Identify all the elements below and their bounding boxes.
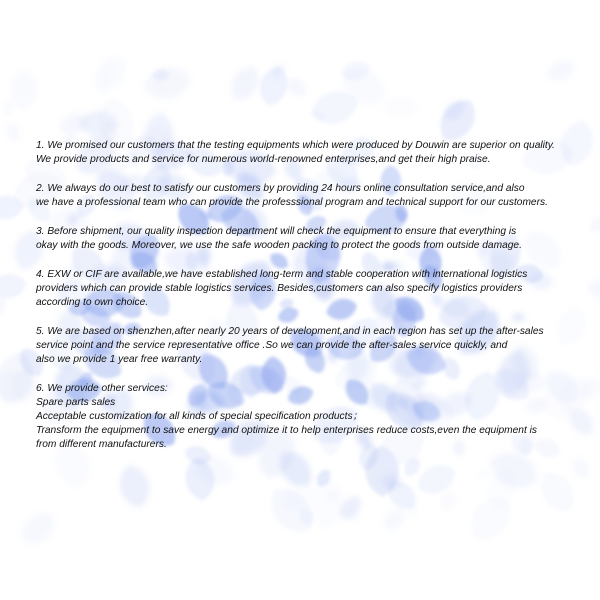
- text-line: according to own choice.: [36, 297, 149, 308]
- text-line: 5. We are based on shenzhen,after nearly 20 years of development,and in each region has set up the after-sales: [36, 326, 544, 337]
- petal-shape: [534, 466, 582, 519]
- text-line: okay with the goods. Moreover, we use the safe wooden packing to protect the goods from outside damage.: [36, 240, 522, 251]
- paragraph-other-services: [36, 382, 588, 452]
- text-line: 3. Before shipment, our quality inspection department will check the equipment to ensure that everything is: [36, 226, 517, 237]
- petal-shape: [10, 70, 38, 111]
- paragraph-after-sales: [36, 325, 588, 367]
- petal-shape: [308, 476, 347, 532]
- petal-shape: [255, 63, 292, 109]
- petal-shape: [115, 461, 154, 511]
- text-line: 4. EXW or CIF are available,we have established long-term and stable cooperation with international logistics: [36, 269, 528, 280]
- petal-shape: [382, 94, 419, 119]
- petal-shape: [15, 506, 62, 551]
- petal-shape: [224, 61, 265, 106]
- text-line: providers which can provide stable logistics services. Besides,customers can also specify logistics providers: [36, 283, 523, 294]
- petal-shape: [543, 55, 579, 86]
- paragraph-support: [36, 182, 588, 210]
- text-line: 2. We always do our best to satisfy our customers by providing 24 hours online consultation service,and also: [36, 183, 525, 194]
- petal-shape: [3, 100, 14, 116]
- document-body: [36, 139, 588, 467]
- petal-shape: [141, 63, 193, 102]
- text-line: from different manufacturers.: [36, 439, 167, 450]
- petal-shape: [586, 213, 600, 236]
- text-line: we have a professional team who can provide the professsional program and technical support for our customers.: [36, 197, 548, 208]
- text-line: 6. We provide other services:: [36, 383, 168, 394]
- petal-shape: [56, 109, 92, 139]
- paragraph-quality: [36, 139, 588, 167]
- text-line: service point and the service representative office .So we can provide the after-sales service quickly, and: [36, 340, 508, 351]
- text-line: also we provide 1 year free warranty.: [36, 354, 203, 365]
- petal-shape: [4, 122, 21, 143]
- text-line: Transform the equipment to save energy and optimize it to help enterprises reduce costs,even the equipment is: [36, 425, 537, 436]
- petal-shape: [0, 272, 28, 301]
- text-line: Acceptable customization for all kinds of special specification products；: [36, 411, 363, 422]
- paragraph-inspection: [36, 225, 588, 253]
- text-line: Spare parts sales: [36, 397, 116, 408]
- petal-shape: [283, 74, 310, 101]
- paragraph-logistics: [36, 268, 588, 310]
- text-line: We provide products and service for numerous world-renowned enterprises,and get their high praise.: [36, 154, 491, 165]
- text-line: 1. We promised our customers that the testing equipments which were produced by Douwin are superior on quality.: [36, 140, 555, 151]
